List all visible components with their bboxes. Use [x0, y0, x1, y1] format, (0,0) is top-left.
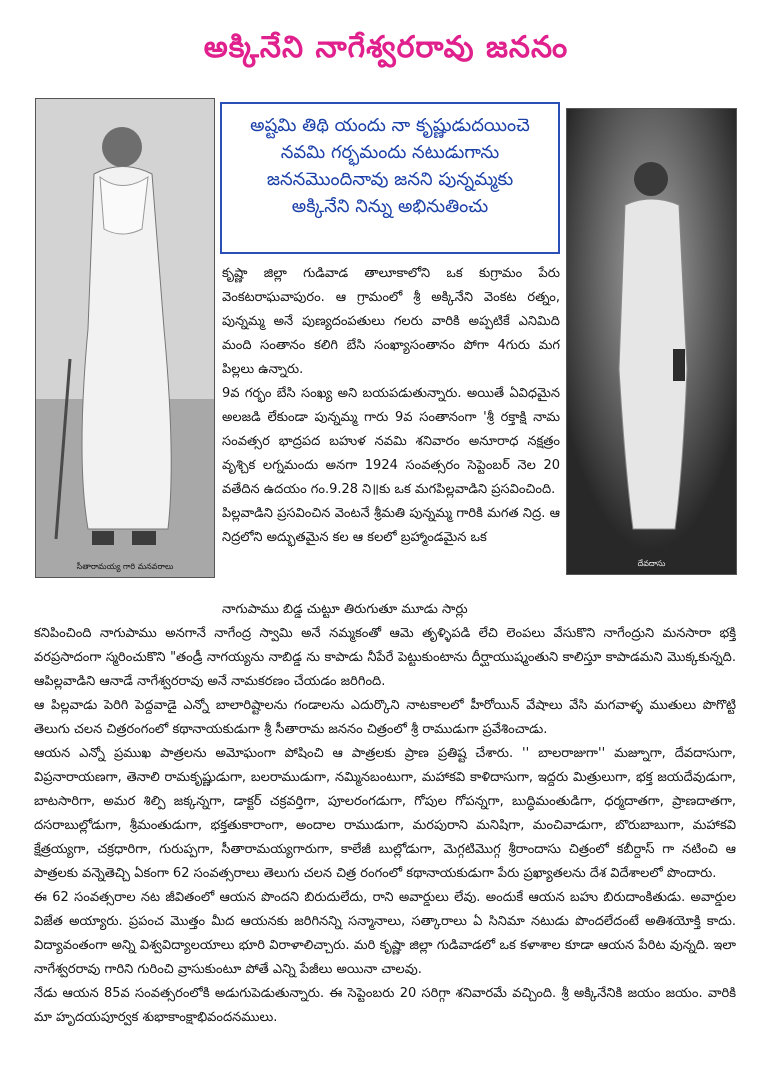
poem-line: అష్టమి తిథి యందు నా కృష్ణుడుదయించె	[250, 115, 530, 136]
paragraph-naming: కనిపించింది నాగుపాము అనగానే నాగేంద్ర స్వామి అనే నమ్మకంతో ఆమె తృళ్ళిపడి లేచి లెంపలు వేసుకొని నాగేంద్రుని మనసారా భక్తి వరప్రసాదంగా స్మరించుకొని "తండ్రీ నాగయ్యను నాబిడ్డ ను కాపాడు నీపేరే పెట్టుకుంటాను దీర్ఘాయుష్మంతుని కాలిస్తూ కాపాడమని మొక్కకున్నది. ఆపిల్లవాడిని ఆనాడే నాగేశ్వరరావు అనే నామకరణం చేయడం జరిగింది.	[34, 626, 736, 689]
page-title: అక్కినేని నాగేశ్వరరావు జననం	[203, 30, 569, 65]
photo-devadasu-figure	[567, 109, 736, 574]
poem-line: జననమొందినావు జనని పున్నమ్మకు	[266, 169, 514, 190]
poem-box	[220, 102, 560, 254]
full-width-text	[34, 622, 736, 1030]
paragraph-village: కృష్ణా జిల్లా గుడివాడ తాలూకాలోని ఒక కుగ్రామం పేరు వెంకటరాఘవాపురం. ఆ గ్రామంలో శ్రీ అక్కినేని వెంకట రత్నం, పున్నమ్మ అనే పుణ్యదంపతులు గలరు వారికి అప్పటికే ఎనిమిది మంది సంతానం కలిగి బేసి సంఖ్యాసంతానం పోగా 4గురు మగ పిల్లలు ఉన్నారు.	[222, 266, 560, 377]
photo-elderly-man-figure	[36, 99, 214, 577]
paragraph-dream: పిల్లవాడిని ప్రసవించిన వెంటనే శ్రీమతి పున్నమ్మ గారికి మగత నిద్ర. ఆ నిద్రలోని అద్భుతమైన కల ఆ కలలో బ్రహ్మాండమైన ఒక	[222, 506, 560, 545]
paragraph-awards: ఈ 62 సంవత్సరాల నట జీవితంలో ఆయన పొందని బిరుదులేదు, రాని అవార్డులు లేవు. అందుకే ఆయన బహు బిరుదాంకితుడు. అవార్డుల విజేత అయ్యారు. ప్రపంచ మొత్తం మీద ఆయనకు జరిగినన్ని సన్మానాలు, సత్కారాలు ఏ సినిమా నటుడు పొందలేదంటే అతిశయోక్తి కాదు. విద్యావంతంగా అన్ని విశ్వవిద్యాలయాలు భూరి విరాళాలిచ్చారు. మరి కృష్ణా జిల్లా గుడివాడలో ఒక కళాశాల కూడా ఆయన పేరిట వున్నది. ఇలా నాగేశ్వరరావు గారిని గురించి వ్రాసుకుంటూ పోతే ఎన్ని పేజీలు అయినా చాలవు.	[34, 890, 736, 977]
column-text	[222, 262, 560, 550]
photo-right-caption: దేవదాసు	[637, 559, 666, 568]
photo-left-caption: సీతారామయ్య గారి మనవరాలు	[76, 562, 174, 571]
poem-line: అక్కినేని నిన్ను అభినుతించు	[291, 196, 489, 217]
paragraph-career-start: ఆ పిల్లవాడు పెరిగి పెద్దవాడై ఎన్నో బాలారిష్టాలను గండాలను ఎదుర్కొని నాటకాలలో హీరోయిన్ వేషాలు వేసి మగవాళ్ళ ముతులు పొగొట్టి తెలుగు చలన చిత్రరంగంలో కథానాయకుడుగా శ్రీ సీతారామ జననం చిత్రంలో శ్రీ రాముడుగా ప్రవేశించాడు.	[34, 698, 736, 737]
paragraph-greetings: నేడు ఆయన 85వ సంవత్సరంలోకి అడుగుపెడుతున్నారు. ఈ సెప్టెంబరు 20 సరిగ్గా శనివారమే వచ్చింది. శ్రీ అక్కినేనికి జయం జయం. వారికి మా హృదయపూర్వక శుభాకాంక్షాభివందనములు.	[34, 986, 736, 1025]
column-tail-line: నాగుపాము బిడ్డ చుట్టూ తిరుగుతూ మూడు సార్లు	[222, 602, 468, 617]
paragraph-roles: ఆయన ఎన్నో ప్రముఖ పాత్రలను అమోఘంగా పోషించి ఆ పాత్రలకు ప్రాణ ప్రతిష్ట చేశారు. '' బాలరాజుగా'' మజ్నూగా, దేవదాసుగా, విప్రనారాయణగా, తెనాలి రామకృష్ణుడుగా, బలరాముడుగా, నమ్మినబంటుగా, మహాకవి కాళిదాసుగా, ఇద్దరు మిత్రులుగా, భక్త జయదేవుడుగా, బాటసారిగా, అమర శిల్పి జక్కన్నగా, డాక్టర్ చక్రవర్తిగా, పూలరంగడుగా, గోపుల గోపన్నగా, బుద్ధిమంతుడిగా, ధర్మదాతగా, ప్రాణదాతగా, దసరాబుల్లోడుగా, శ్రీమంతుడుగా, భక్తతుకారాంగా, అందాల రాముడుగా, మరపురాని మనిషిగా, మంచివాడుగా, బొరుబాబుగా, మహాకవి క్షేత్రయ్యగా, చక్రధారిగా, గురుప్పగా, సీతారామయ్యగారుగా, కాలేజీ బుల్లోడుగా, మెగ్గటిమొగ్గ శ్రీరాందాసు చిత్రంలో కబీర్దాస్ గా నటించి ఆ పాత్రలకు వన్నెతెచ్చి ఏకంగా 62 సంవత్సరాలు తెలుగు చలన చిత్ర రంగంలో కథానాయకుడుగా పేరు ప్రఖ్యాతలను దేశ విదేశాలలో పొందారు.	[34, 746, 736, 881]
photo-devadasu	[566, 108, 737, 575]
poem-line: నవమి గర్భమందు నటుడుగాను	[280, 142, 500, 163]
photo-elderly-man	[35, 98, 215, 578]
paragraph-birth: 9వ గర్భం బేసి సంఖ్య అని బయపడుతున్నారు. అయితే ఏవిధమైన అలజడి లేకుండా పున్నమ్మ గారు 9వ సంతానంగా 'శ్రీ రక్తాక్షి నామ సంవత్సర భాద్రపద బహుళ నవమి శనివారం అనూరాధ నక్షత్రం వృశ్చిక లగ్నమందు అనగా 1924 సంవత్సరం సెప్టెంబర్ నెల 20 వతేదిన ఉదయం గం.9.28 ని॥కు ఒక మగపిల్లవాడిని ప్రసవించింది.	[222, 386, 560, 497]
